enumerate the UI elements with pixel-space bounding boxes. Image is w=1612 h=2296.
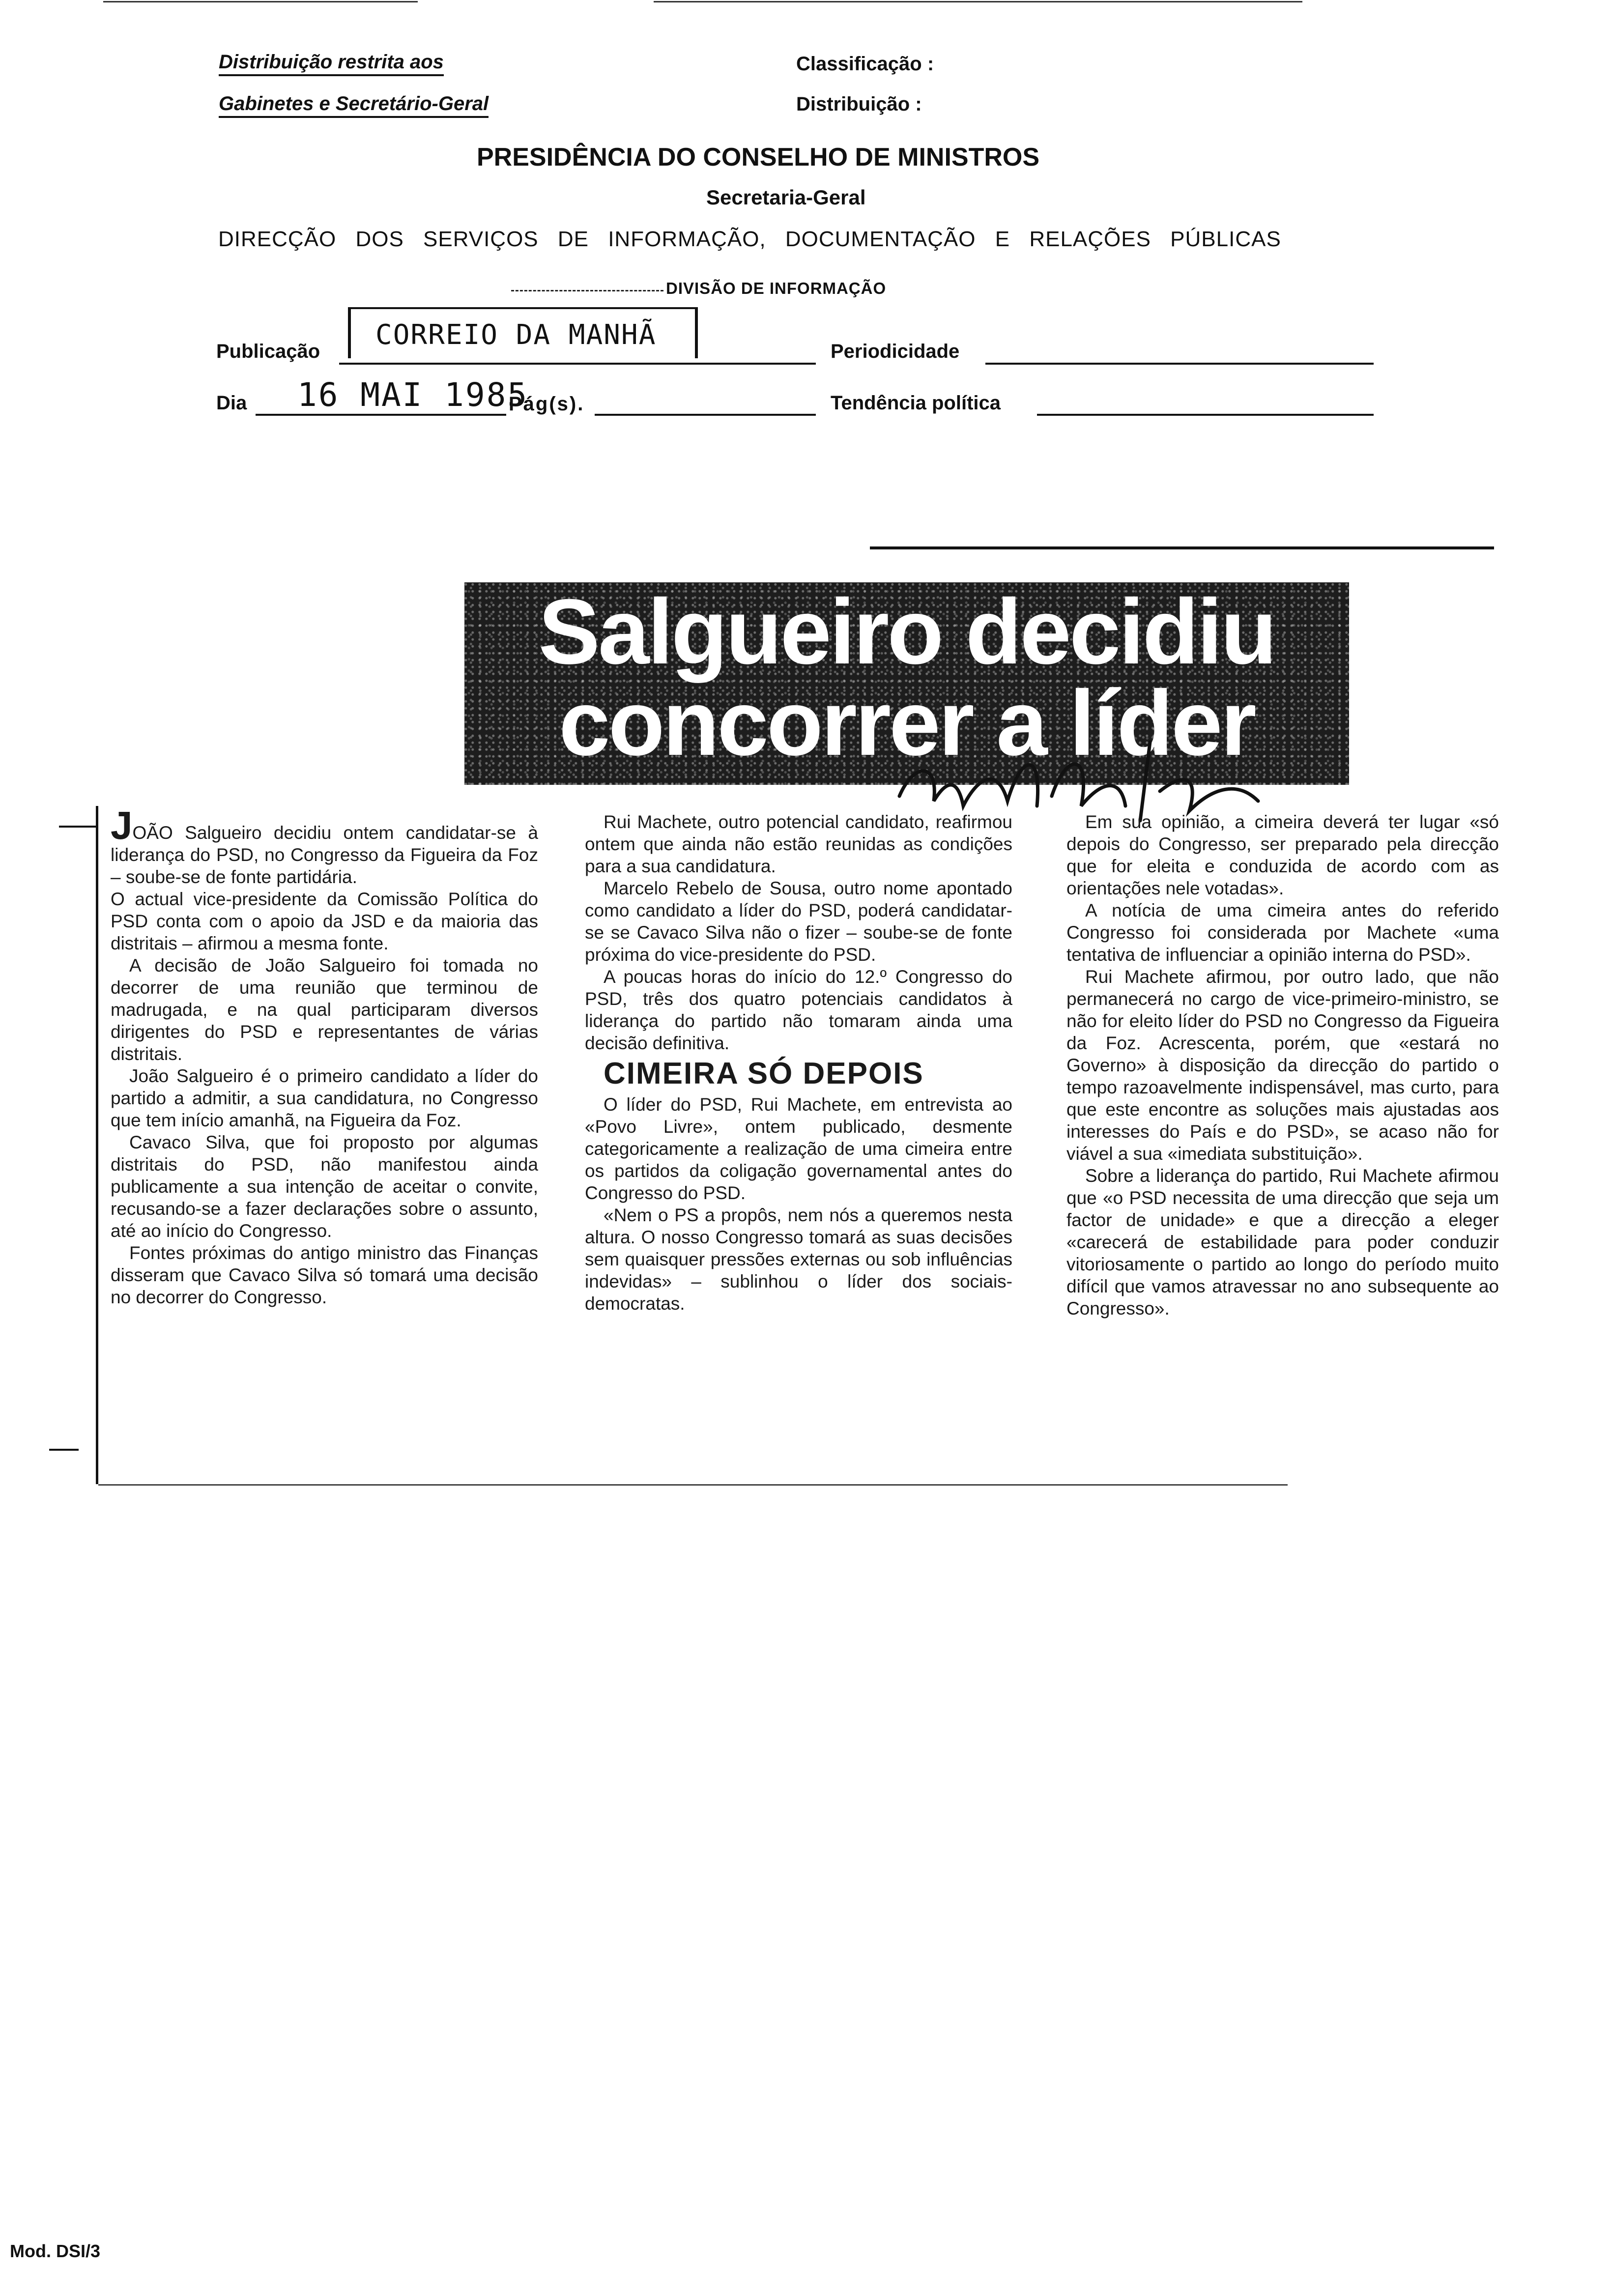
dropcap: J — [111, 804, 133, 847]
publication-field-line — [339, 363, 816, 365]
article-column-1 — [111, 804, 538, 1308]
date-stamp: 16 MAI 1985 — [297, 376, 529, 414]
col1-paragraph-2: O actual vice-presidente da Comissão Política do PSD conta com o apoio da JSD e da maioria das distritais – afirmou a mesma fonte. — [111, 889, 538, 953]
col1-paragraph-3: A decisão de João Salgueiro foi tomada no decorrer de uma reunião que terminou de madrugada, e na qual participaram diversos dirigentes do PSD e representantes de várias distritais. — [111, 955, 538, 1064]
institution-title: PRESIDÊNCIA DO CONSELHO DE MINISTROS — [477, 143, 1040, 172]
col2-paragraph-5: «Nem o PS a propôs, nem nós a queremos nesta altura. O nosso Congresso tomará as suas decisões sem quaisquer pressões externas ou sob influências indevidas» – sublinhou o líder dos sociais-democratas. — [585, 1205, 1012, 1314]
publication-stamp: CORREIO DA MANHÃ — [375, 319, 657, 351]
clipping-bottom-rule — [98, 1484, 1288, 1486]
scan-top-line-right — [654, 1, 1302, 2]
periodicity-label: Periodicidade — [831, 341, 960, 362]
col2-subheading: CIMEIRA SÓ DEPOIS — [604, 1057, 924, 1091]
col3-paragraph-3: Rui Machete afirmou, por outro lado, que não permanecerá no cargo de vice-primeiro-ministro, se não for eleito líder do PSD no Congresso da Figueira da Foz. Acrescenta, porém, que «estará no Governo» à disposição da direcção do partido o tempo razoavelmente indispensável, mas curto, para que este encontre as soluções mais ajustadas aos interesses do País e do PSD», se acaso não for viável a sua «imediata substituição». — [1066, 967, 1499, 1164]
clipping-left-border — [96, 806, 98, 1484]
political-tendency-field-line — [1037, 414, 1374, 416]
day-label: Dia — [216, 392, 247, 414]
distribution-line-1: Distribuição restrita aos — [219, 51, 444, 76]
col1-paragraph-5: Cavaco Silva, que foi proposto por algumas distritais do PSD, não manifestou ainda publicamente a sua intenção de aceitar o convite, recusando-se a fazer declarações sobre o assunto, até ao início do Congresso. — [111, 1132, 538, 1241]
division-title: DIVISÃO DE INFORMAÇÃO — [666, 279, 887, 297]
col3-paragraph-1: Em sua opinião, a cimeira deverá ter lugar «só depois do Congresso, ser preparado pela direcção que for eleita e conduzida de acordo com as orientações nele votadas». — [1066, 812, 1499, 898]
periodicity-field-line — [985, 363, 1374, 365]
headline-line-1: Salgueiro decidiu — [538, 582, 1275, 683]
clipping-bottom-tick — [49, 1449, 79, 1451]
col2-paragraph-2: Marcelo Rebelo de Sousa, outro nome apontado como candidato a líder do PSD, poderá candidatar-se se Cavaco Silva não o fizer – soube-se de fonte próxima do vice-presidente do PSD. — [585, 878, 1012, 965]
classification-label: Classificação : — [796, 53, 934, 75]
article-column-3 — [1066, 811, 1499, 1320]
publication-label: Publicação — [216, 341, 320, 362]
col1-paragraph-6: Fontes próximas do antigo ministro das Finanças disseram que Cavaco Silva só tomará uma decisão no decorrer do Congresso. — [111, 1243, 538, 1307]
day-field-line — [256, 414, 506, 416]
col1-paragraph-4: João Salgueiro é o primeiro candidato a líder do partido a admitir, a sua candidatura, no Congresso que tem início amanhã, na Figueira da Foz. — [111, 1066, 538, 1130]
col1-paragraph-1 — [111, 804, 538, 888]
division-leader-line — [511, 290, 663, 291]
col3-paragraph-2: A notícia de uma cimeira antes do referido Congresso foi considerada por Machete «uma tentativa de influenciar a opinião interna do PSD». — [1066, 900, 1499, 965]
political-tendency-label: Tendência política — [831, 392, 1001, 414]
clipping-top-rule — [870, 546, 1494, 549]
pages-label: Pág(s). — [509, 393, 585, 415]
distribution-line-2: Gabinetes e Secretário-Geral — [219, 93, 489, 118]
form-code: Mod. DSI/3 — [10, 2241, 101, 2261]
col1-paragraph-1-text: OÃO Salgueiro decidiu ontem candidatar-se à liderança do PSD, no Congresso da Figueira da Foz – soube-se de fonte partidária. — [111, 823, 538, 887]
col3-paragraph-4: Sobre a liderança do partido, Rui Machete afirmou que «o PSD necessita de uma direcção que seja um factor de unidade» e que a direcção a eleger «carecerá de estabilidade para poder conduzir vitoriosamente o partido ao longo do período muito difícil que vamos atravessar no ano subsequente ao Congresso». — [1066, 1166, 1499, 1319]
distribution-label: Distribuição : — [796, 93, 922, 115]
scan-top-line-left — [103, 1, 418, 2]
clipping-left-tick — [59, 826, 96, 828]
col2-paragraph-1: Rui Machete, outro potencial candidato, reafirmou ontem que ainda não estão reunidas as condições para a sua candidatura. — [585, 812, 1012, 876]
publication-stamp-box — [348, 307, 698, 358]
headline-line-2: concorrer a líder — [559, 671, 1255, 775]
directorate-title: DIRECÇÃO DOS SERVIÇOS DE INFORMAÇÃO, DOCUMENTAÇÃO E RELAÇÕES PÚBLICAS — [218, 227, 1281, 251]
pages-field-line — [595, 414, 816, 416]
col2-paragraph-3: A poucas horas do início do 12.º Congresso do PSD, três dos quatro potenciais candidatos à liderança do partido não tomaram ainda uma decisão definitiva. — [585, 967, 1012, 1053]
article-column-2 — [585, 811, 1012, 1315]
col2-paragraph-4: O líder do PSD, Rui Machete, em entrevista ao «Povo Livre», ontem publicado, desmente categoricamente a realização de uma cimeira entre os partidos da coligação governamental antes do Congresso do PSD. — [585, 1094, 1012, 1203]
secretariat-title: Secretaria-Geral — [706, 186, 866, 209]
